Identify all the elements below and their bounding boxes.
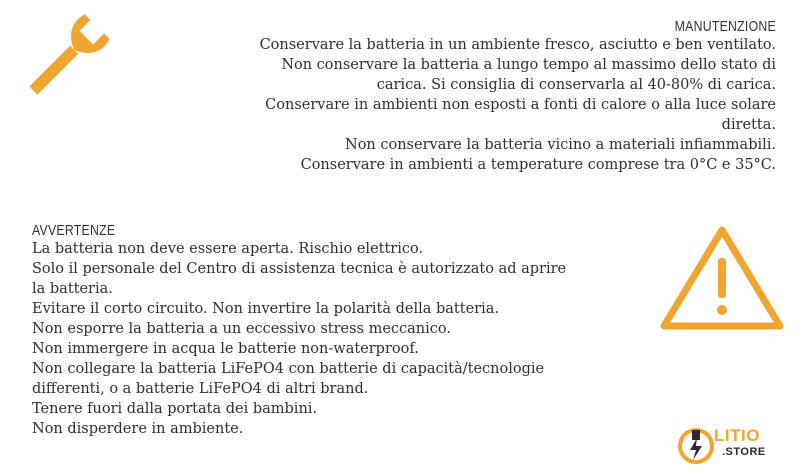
maintenance-line: Non conservare la batteria vicino a materiali infiammabili. <box>345 137 776 153</box>
warning-line: la batteria. <box>32 281 113 297</box>
warning-line: differenti, o a batterie LiFePO4 di altri brand. <box>32 381 369 397</box>
wrench-icon <box>18 10 114 106</box>
warning-line: Non immergere in acqua le batterie non-waterproof. <box>32 341 419 357</box>
maintenance-line: Conservare la batteria in un ambiente fresco, asciutto e ben ventilato. <box>259 37 776 53</box>
maintenance-line: carica. Si consiglia di conservarla al 40-80% di carica. <box>376 77 776 93</box>
maintenance-title: MANUTENZIONE <box>674 18 776 35</box>
warnings-title: AVVERTENZE <box>32 222 116 239</box>
warning-line: Evitare il corto circuito. Non invertire la polarità della batteria. <box>32 301 499 317</box>
warning-line: Solo il personale del Centro di assistenza tecnica è autorizzato ad aprire <box>32 261 567 277</box>
warnings-section <box>32 222 642 439</box>
litio-store-logo <box>676 424 788 468</box>
logo-text-bottom: .STORE <box>722 446 766 458</box>
maintenance-line: Non conservare la batteria a lungo tempo al massimo dello stato di <box>281 57 776 73</box>
maintenance-line: Conservare in ambienti non esposti a fonti di calore o alla luce solare <box>265 97 776 113</box>
maintenance-line: Conservare in ambienti a temperature comprese tra 0°C e 35°C. <box>300 157 776 173</box>
warning-line: Non esporre la batteria a un eccessivo stress meccanico. <box>32 321 451 337</box>
logo-circle-icon <box>676 424 716 468</box>
maintenance-line: diretta. <box>721 117 776 133</box>
maintenance-section <box>176 18 776 175</box>
warning-line: Non collegare la batteria LiFePO4 con batterie di capacità/tecnologie <box>32 361 545 377</box>
warning-line: Tenere fuori dalla portata dei bambini. <box>32 401 318 417</box>
warning-triangle-icon <box>658 222 786 334</box>
logo-text-top: LITIO <box>714 426 760 445</box>
warning-line: Non disperdere in ambiente. <box>32 421 244 437</box>
warning-line: La batteria non deve essere aperta. Rischio elettrico. <box>32 241 424 257</box>
